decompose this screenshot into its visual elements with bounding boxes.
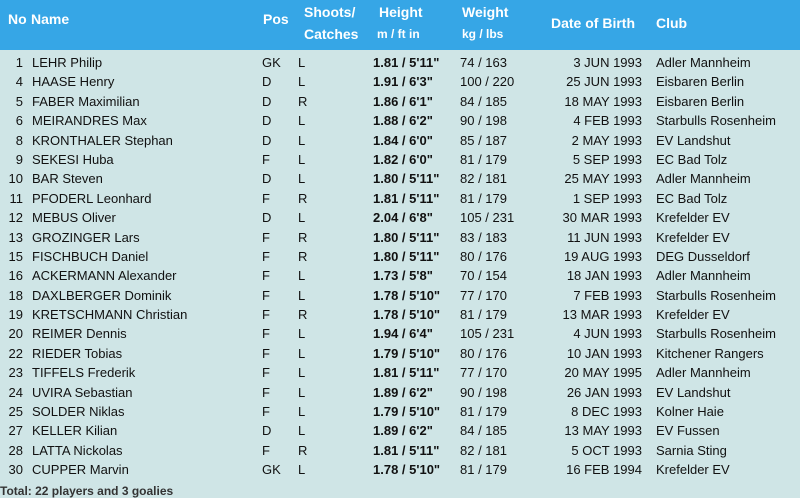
cell-height: 1.79 / 5'10" bbox=[373, 404, 441, 420]
cell-no: 19 bbox=[8, 307, 23, 323]
table-row bbox=[0, 92, 800, 111]
table-row bbox=[0, 441, 800, 460]
cell-no: 4 bbox=[15, 74, 23, 90]
table-row bbox=[0, 286, 800, 305]
cell-pos: D bbox=[262, 113, 272, 129]
cell-weight: 70 / 154 bbox=[460, 268, 507, 284]
cell-height: 1.80 / 5'11" bbox=[373, 248, 440, 264]
cell-club: DEG Dusseldorf bbox=[656, 248, 750, 264]
cell-club: Starbulls Rosenheim bbox=[656, 287, 776, 303]
cell-weight: 81 / 179 bbox=[460, 462, 507, 478]
cell-name: FABER Maximilian bbox=[32, 93, 140, 109]
cell-height: 1.86 / 6'1" bbox=[373, 93, 433, 109]
cell-pos: D bbox=[262, 74, 272, 90]
cell-height: 1.89 / 6'2" bbox=[373, 384, 433, 400]
cell-sc: R bbox=[298, 307, 308, 323]
cell-club: Adler Mannheim bbox=[656, 268, 751, 284]
cell-name: KRONTHALER Stephan bbox=[32, 132, 173, 148]
cell-weight: 81 / 179 bbox=[460, 307, 507, 323]
cell-club: Krefelder EV bbox=[656, 462, 730, 478]
cell-name: REIMER Dennis bbox=[32, 326, 127, 342]
cell-club: Starbulls Rosenheim bbox=[656, 113, 776, 129]
cell-dob: 3 JUN 1993 bbox=[573, 55, 642, 70]
cell-club: EC Bad Tolz bbox=[656, 151, 728, 167]
cell-no: 8 bbox=[15, 132, 23, 148]
header-catches: Catches bbox=[304, 26, 359, 42]
cell-sc: L bbox=[298, 384, 306, 400]
cell-pos: F bbox=[262, 287, 270, 303]
cell-no: 20 bbox=[8, 326, 23, 342]
cell-club: EV Fussen bbox=[656, 423, 720, 439]
cell-pos: F bbox=[262, 326, 270, 342]
cell-club: EV Landshut bbox=[656, 384, 731, 400]
cell-club: Sarnia Sting bbox=[656, 442, 727, 458]
cell-height: 2.04 / 6'8" bbox=[373, 210, 433, 226]
cell-dob: 10 JAN 1993 bbox=[566, 345, 642, 361]
cell-club: Kolner Haie bbox=[656, 404, 724, 420]
cell-name: RIEDER Tobias bbox=[32, 345, 123, 361]
cell-sc: L bbox=[298, 404, 306, 420]
cell-no: 25 bbox=[8, 404, 23, 420]
cell-no: 18 bbox=[8, 287, 23, 303]
table-row bbox=[0, 189, 800, 208]
cell-dob: 4 FEB 1993 bbox=[573, 113, 642, 129]
cell-dob: 25 JUN 1993 bbox=[566, 74, 642, 90]
cell-sc: L bbox=[298, 326, 306, 342]
cell-name: UVIRA Sebastian bbox=[32, 384, 133, 400]
cell-name: GROZINGER Lars bbox=[32, 229, 140, 245]
cell-pos: F bbox=[262, 345, 270, 361]
cell-weight: 80 / 176 bbox=[460, 345, 507, 361]
cell-pos: D bbox=[262, 423, 272, 439]
cell-height: 1.78 / 5'10" bbox=[373, 307, 441, 323]
cell-dob: 18 JAN 1993 bbox=[566, 268, 642, 284]
cell-pos: D bbox=[262, 93, 272, 109]
cell-weight: 85 / 187 bbox=[460, 132, 507, 148]
header-height: Height bbox=[379, 4, 423, 20]
cell-name: LEHR Philip bbox=[32, 55, 103, 70]
cell-name: FISCHBUCH Daniel bbox=[32, 248, 149, 264]
cell-name: SOLDER Niklas bbox=[32, 404, 125, 420]
cell-weight: 77 / 170 bbox=[460, 365, 507, 381]
cell-pos: F bbox=[262, 268, 270, 284]
cell-club: EC Bad Tolz bbox=[656, 190, 728, 206]
cell-weight: 74 / 163 bbox=[460, 55, 507, 70]
cell-sc: L bbox=[298, 423, 306, 439]
table-row bbox=[0, 363, 800, 382]
cell-pos: F bbox=[262, 229, 270, 245]
cell-no: 23 bbox=[8, 365, 23, 381]
cell-dob: 13 MAY 1993 bbox=[564, 423, 642, 439]
cell-no: 1 bbox=[15, 55, 23, 70]
cell-no: 12 bbox=[8, 210, 23, 226]
cell-sc: L bbox=[298, 462, 306, 478]
cell-dob: 13 MAR 1993 bbox=[562, 307, 642, 323]
cell-height: 1.89 / 6'2" bbox=[373, 423, 433, 439]
cell-weight: 82 / 181 bbox=[460, 442, 507, 458]
cell-name: BAR Steven bbox=[32, 171, 103, 187]
cell-sc: L bbox=[298, 287, 306, 303]
cell-weight: 80 / 176 bbox=[460, 248, 507, 264]
cell-name: LATTA Nickolas bbox=[32, 442, 123, 458]
cell-no: 30 bbox=[8, 462, 23, 478]
table-row bbox=[0, 247, 800, 266]
cell-dob: 20 MAY 1995 bbox=[564, 365, 642, 381]
cell-height: 1.81 / 5'11" bbox=[373, 190, 440, 206]
cell-height: 1.80 / 5'11" bbox=[373, 229, 440, 245]
cell-name: KRETSCHMANN Christian bbox=[32, 307, 188, 323]
cell-dob: 18 MAY 1993 bbox=[564, 93, 642, 109]
cell-club: Krefelder EV bbox=[656, 229, 730, 245]
table-row bbox=[0, 266, 800, 285]
cell-no: 15 bbox=[8, 248, 23, 264]
header-no: No bbox=[8, 11, 27, 27]
cell-pos: F bbox=[262, 151, 270, 167]
cell-pos: D bbox=[262, 132, 272, 148]
cell-height: 1.78 / 5'10" bbox=[373, 287, 441, 303]
header-weight: Weight bbox=[462, 4, 509, 20]
cell-dob: 30 MAR 1993 bbox=[562, 210, 642, 226]
header-pos: Pos bbox=[263, 11, 289, 27]
cell-weight: 105 / 231 bbox=[460, 210, 515, 226]
cell-dob: 16 FEB 1994 bbox=[566, 462, 642, 478]
cell-sc: L bbox=[298, 55, 306, 70]
cell-club: Krefelder EV bbox=[656, 307, 730, 323]
cell-dob: 26 JAN 1993 bbox=[566, 384, 642, 400]
table-row bbox=[0, 72, 800, 91]
table-row bbox=[0, 111, 800, 130]
cell-name: CUPPER Marvin bbox=[32, 462, 129, 478]
cell-height: 1.79 / 5'10" bbox=[373, 345, 441, 361]
header-weight-units: kg / lbs bbox=[462, 27, 504, 41]
cell-sc: L bbox=[298, 268, 306, 284]
cell-sc: L bbox=[298, 151, 306, 167]
cell-name: SEKESI Huba bbox=[32, 151, 114, 167]
cell-height: 1.84 / 6'0" bbox=[373, 132, 433, 148]
roster-footer: Total: 22 players and 3 goalies bbox=[0, 484, 174, 498]
cell-pos: GK bbox=[262, 55, 281, 70]
cell-pos: F bbox=[262, 442, 270, 458]
table-row bbox=[0, 228, 800, 247]
cell-dob: 5 SEP 1993 bbox=[572, 151, 642, 167]
cell-weight: 83 / 183 bbox=[460, 229, 507, 245]
cell-height: 1.78 / 5'10" bbox=[373, 462, 441, 478]
cell-no: 6 bbox=[15, 113, 23, 129]
cell-sc: L bbox=[298, 171, 306, 187]
table-row bbox=[0, 53, 800, 72]
cell-name: HAASE Henry bbox=[32, 74, 115, 90]
cell-dob: 2 MAY 1993 bbox=[571, 132, 642, 148]
cell-pos: F bbox=[262, 307, 270, 323]
cell-no: 28 bbox=[8, 442, 23, 458]
cell-weight: 82 / 181 bbox=[460, 171, 507, 187]
table-row bbox=[0, 305, 800, 324]
cell-pos: D bbox=[262, 210, 272, 226]
cell-sc: L bbox=[298, 345, 306, 361]
header-dob: Date of Birth bbox=[551, 15, 635, 31]
cell-club: Kitchener Rangers bbox=[656, 345, 764, 361]
cell-height: 1.91 / 6'3" bbox=[373, 74, 433, 90]
cell-no: 5 bbox=[15, 93, 23, 109]
cell-pos: F bbox=[262, 190, 270, 206]
table-row bbox=[0, 208, 800, 227]
cell-no: 22 bbox=[8, 345, 23, 361]
cell-dob: 19 AUG 1993 bbox=[563, 248, 642, 264]
cell-no: 10 bbox=[8, 171, 23, 187]
header-height-units: m / ft in bbox=[377, 27, 420, 41]
header-shoots: Shoots/ bbox=[304, 4, 356, 20]
cell-sc: R bbox=[298, 248, 308, 264]
cell-club: Eisbaren Berlin bbox=[656, 93, 745, 109]
cell-name: KELLER Kilian bbox=[32, 423, 118, 439]
table-row bbox=[0, 131, 800, 150]
cell-name: DAXLBERGER Dominik bbox=[32, 287, 172, 303]
cell-height: 1.94 / 6'4" bbox=[373, 326, 433, 342]
cell-dob: 4 JUN 1993 bbox=[573, 326, 642, 342]
cell-club: Adler Mannheim bbox=[656, 365, 751, 381]
table-row bbox=[0, 383, 800, 402]
cell-weight: 90 / 198 bbox=[460, 113, 507, 129]
cell-pos: F bbox=[262, 248, 270, 264]
cell-sc: L bbox=[298, 132, 306, 148]
cell-name: MEBUS Oliver bbox=[32, 210, 116, 226]
cell-height: 1.80 / 5'11" bbox=[373, 171, 440, 187]
cell-dob: 1 SEP 1993 bbox=[572, 190, 642, 206]
cell-weight: 84 / 185 bbox=[460, 423, 507, 439]
table-header bbox=[0, 0, 800, 50]
cell-sc: L bbox=[298, 74, 306, 90]
cell-sc: R bbox=[298, 442, 308, 458]
cell-club: Krefelder EV bbox=[656, 210, 730, 226]
cell-weight: 90 / 198 bbox=[460, 384, 507, 400]
cell-sc: R bbox=[298, 190, 308, 206]
table-row bbox=[0, 402, 800, 421]
cell-club: Eisbaren Berlin bbox=[656, 74, 745, 90]
cell-height: 1.88 / 6'2" bbox=[373, 113, 433, 129]
cell-club: Starbulls Rosenheim bbox=[656, 326, 776, 342]
cell-no: 9 bbox=[15, 151, 23, 167]
roster-table bbox=[0, 53, 800, 480]
cell-weight: 105 / 231 bbox=[460, 326, 515, 342]
header-club: Club bbox=[656, 15, 688, 31]
cell-dob: 25 MAY 1993 bbox=[564, 171, 642, 187]
cell-name: PFODERL Leonhard bbox=[32, 190, 152, 206]
cell-dob: 11 JUN 1993 bbox=[567, 229, 642, 245]
cell-no: 13 bbox=[8, 229, 23, 245]
cell-weight: 77 / 170 bbox=[460, 287, 507, 303]
cell-weight: 84 / 185 bbox=[460, 93, 507, 109]
table-row bbox=[0, 344, 800, 363]
cell-height: 1.73 / 5'8" bbox=[373, 268, 433, 284]
cell-height: 1.81 / 5'11" bbox=[373, 365, 440, 381]
cell-dob: 7 FEB 1993 bbox=[573, 287, 642, 303]
cell-sc: L bbox=[298, 113, 306, 129]
cell-height: 1.81 / 5'11" bbox=[373, 442, 440, 458]
cell-no: 16 bbox=[8, 268, 23, 284]
cell-name: TIFFELS Frederik bbox=[32, 365, 136, 381]
cell-weight: 81 / 179 bbox=[460, 404, 507, 420]
table-row bbox=[0, 460, 800, 479]
table-row bbox=[0, 324, 800, 343]
table-row bbox=[0, 150, 800, 169]
table-row bbox=[0, 421, 800, 440]
table-row bbox=[0, 169, 800, 188]
cell-name: ACKERMANN Alexander bbox=[32, 268, 177, 284]
cell-height: 1.81 / 5'11" bbox=[373, 55, 440, 70]
cell-sc: R bbox=[298, 93, 308, 109]
cell-dob: 8 DEC 1993 bbox=[571, 404, 642, 420]
cell-no: 24 bbox=[8, 384, 23, 400]
cell-pos: F bbox=[262, 404, 270, 420]
cell-club: Adler Mannheim bbox=[656, 171, 751, 187]
cell-pos: D bbox=[262, 171, 272, 187]
cell-sc: L bbox=[298, 365, 306, 381]
cell-club: Adler Mannheim bbox=[656, 55, 751, 70]
cell-pos: GK bbox=[262, 462, 281, 478]
header-name: Name bbox=[31, 11, 70, 27]
cell-weight: 81 / 179 bbox=[460, 190, 507, 206]
cell-no: 11 bbox=[9, 190, 23, 206]
cell-pos: F bbox=[262, 365, 270, 381]
cell-sc: R bbox=[298, 229, 308, 245]
cell-club: EV Landshut bbox=[656, 132, 731, 148]
cell-name: MEIRANDRES Max bbox=[32, 113, 147, 129]
cell-weight: 81 / 179 bbox=[460, 151, 507, 167]
cell-weight: 100 / 220 bbox=[460, 74, 515, 90]
cell-pos: F bbox=[262, 384, 270, 400]
cell-dob: 5 OCT 1993 bbox=[571, 442, 642, 458]
cell-height: 1.82 / 6'0" bbox=[373, 151, 433, 167]
cell-no: 27 bbox=[8, 423, 23, 439]
cell-sc: L bbox=[298, 210, 306, 226]
